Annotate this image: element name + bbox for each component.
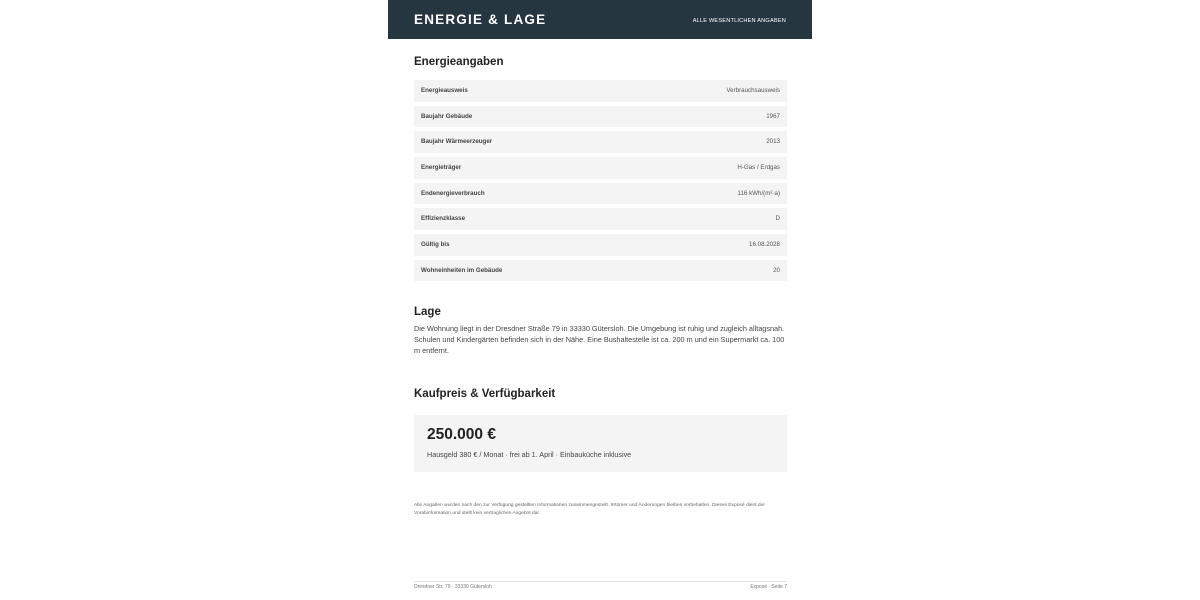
energy-row-energieausweis (414, 80, 787, 102)
row-value: D (775, 215, 780, 223)
row-label: Baujahr Gebäude (421, 112, 473, 120)
price-box (414, 415, 787, 472)
energie-heading: Energieangaben (414, 56, 504, 68)
energy-row-effizienzklasse (414, 208, 787, 230)
energy-table (414, 80, 787, 286)
expose-page (388, 0, 812, 600)
row-label: Energieträger (421, 164, 462, 172)
row-value: H-Gas / Erdgas (737, 164, 780, 172)
row-label: Baujahr Wärmeerzeuger (421, 138, 493, 146)
kaufpreis-heading: Kaufpreis & Verfügbarkeit (414, 388, 556, 400)
price-value: 250.000 € (427, 426, 496, 443)
footer-divider (414, 581, 787, 582)
row-label: Gültig bis (421, 241, 450, 249)
row-label: Effizienzklasse (421, 215, 466, 223)
row-value: 16.08.2028 (749, 241, 780, 249)
row-value: 116 kWh/(m²·a) (737, 189, 780, 197)
row-label: Wohneinheiten im Gebäude (421, 266, 503, 274)
header-title: ENERGIE & LAGE (414, 12, 547, 27)
row-label: Endenergieverbrauch (421, 189, 485, 197)
header-tag: ALLE WESENTLICHEN ANGABEN (692, 18, 786, 24)
energy-row-endenergieverbrauch (414, 183, 787, 205)
footer-address: Dresdner Str. 79 · 33330 Gütersloh (414, 584, 492, 590)
footer-page-number: Exposé · Seite 7 (750, 584, 787, 590)
disclaimer: Alle Angaben wurden nach den zur Verfügung gestellten Informationen zusammengestellt. Irrtümer und Änderungen bleiben vorbehalten. Dieses Exposé dient der Vorabinformation und stellt kein vertragliches Angebot dar. (414, 503, 765, 516)
row-label: Energieausweis (421, 87, 468, 94)
energy-row-baujahr-gebaeude (414, 106, 787, 128)
row-value: Verbrauchsausweis (726, 87, 780, 94)
energy-row-baujahr-waermeerzeuger (414, 131, 787, 153)
page-header (388, 0, 812, 39)
row-value: 1967 (766, 112, 780, 120)
row-value: 2013 (766, 138, 780, 146)
lage-description: Die Wohnung liegt in der Dresdner Straße 79 in 33330 Gütersloh. Die Umgebung ist ruhig und zugleich alltagsnah. Schulen und Kindergärten befinden sich in der Nähe. Eine Bushaltestelle ist ca. 200 m und ein Supermarkt ca. 100 m entfernt. (414, 324, 785, 355)
lage-heading: Lage (414, 306, 441, 318)
price-details: Hausgeld 380 € / Monat · frei ab 1. April · Einbauküche inklusive (427, 450, 632, 459)
energy-row-gueltig-bis (414, 234, 787, 256)
energy-row-energietraeger (414, 157, 787, 179)
energy-row-wohneinheiten (414, 260, 787, 282)
row-value: 20 (773, 266, 780, 274)
